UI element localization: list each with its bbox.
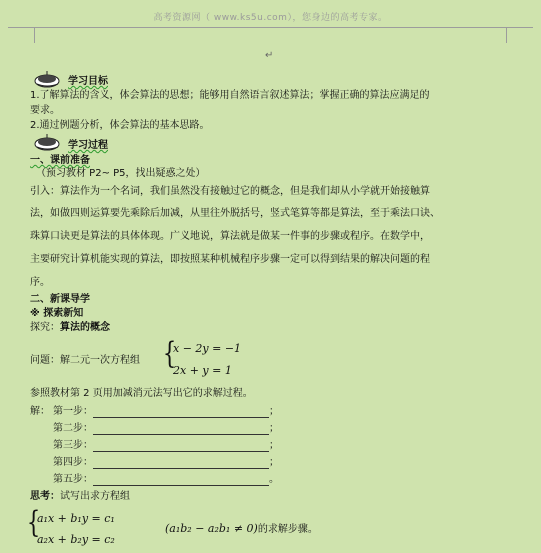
condition-line: (a₁b₂ − a₂b₁ ≠ 0)的求解步骤。 xyxy=(165,522,318,535)
goal2: 2.通过例题分析，体会算法的基本思路。 xyxy=(30,120,210,131)
system-eq-1: a₁x + b₁y = c₁ xyxy=(37,512,115,525)
goal1-line2: 要求。 xyxy=(30,105,60,116)
prep-note: （预习教材 P2~ P5，找出疑惑之处） xyxy=(36,168,206,179)
step-5: 第五步： 。 xyxy=(53,474,279,485)
page-header: 高考资源网（ www.ks5u.com），您身边的高考专家。 xyxy=(153,13,388,23)
solution-label: 解： xyxy=(30,406,50,417)
paragraph-mark-icon: ↵ xyxy=(265,50,274,61)
step-4: 第四步： ； xyxy=(53,457,279,468)
step-2: 第二步： ； xyxy=(53,423,279,434)
equation-2: 2x + y = 1 xyxy=(173,364,232,377)
mouse-icon xyxy=(34,70,62,88)
goal1-line1: 1.了解算法的含义，体会算法的思想；能够用自然语言叙述算法；掌握正确的算法应满足的 xyxy=(30,90,430,101)
question-prefix: 问题：解二元一次方程组 xyxy=(30,355,140,366)
new-lesson-title: 二、新课导学 xyxy=(30,294,90,305)
intro-line-1: 引入：算法作为一个名词，我们虽然没有接触过它的概念，但是我们却从小学就开始接触算 xyxy=(30,186,430,197)
intro-line-4: 主要研究计算机能实现的算法，即按照某种机械程序步骤一定可以得到结果的解决问题的程 xyxy=(30,254,430,265)
think-line: 思考：试写出求方程组 xyxy=(30,491,130,502)
intro-line-2: 法，如做四则运算要先乘除后加减，从里往外脱括号，竖式笔算等都是算法，至于乘法口诀、 xyxy=(30,208,440,219)
step-1: 第一步： ； xyxy=(53,406,279,417)
crop-mark-right xyxy=(506,27,521,43)
crop-mark-left xyxy=(20,27,35,43)
explore-line: 探究：算法的概念 xyxy=(30,322,110,333)
intro-line-3: 珠算口诀更是算法的具体体现。广义地说，算法就是做某一件事的步骤或程序。在数学中， xyxy=(30,231,430,242)
prep-title: 一、课前准备 xyxy=(30,155,90,166)
mouse-icon xyxy=(34,133,62,151)
equation-1: x − 2y = −1 xyxy=(173,342,242,355)
goals-title: 学习目标 xyxy=(68,76,108,87)
intro-line-5: 序。 xyxy=(30,277,50,288)
explore-heading: ※ 探索新知 xyxy=(30,308,84,319)
brace-1: { xyxy=(162,336,177,371)
header-rule xyxy=(8,27,533,28)
step-3: 第三步： ； xyxy=(53,440,279,451)
brace-2: { xyxy=(26,505,41,540)
process-title: 学习过程 xyxy=(68,140,108,151)
refer-line: 参照教材第 2 页用加减消元法写出它的求解过程。 xyxy=(30,388,253,399)
system-eq-2: a₂x + b₂y = c₂ xyxy=(37,533,115,546)
